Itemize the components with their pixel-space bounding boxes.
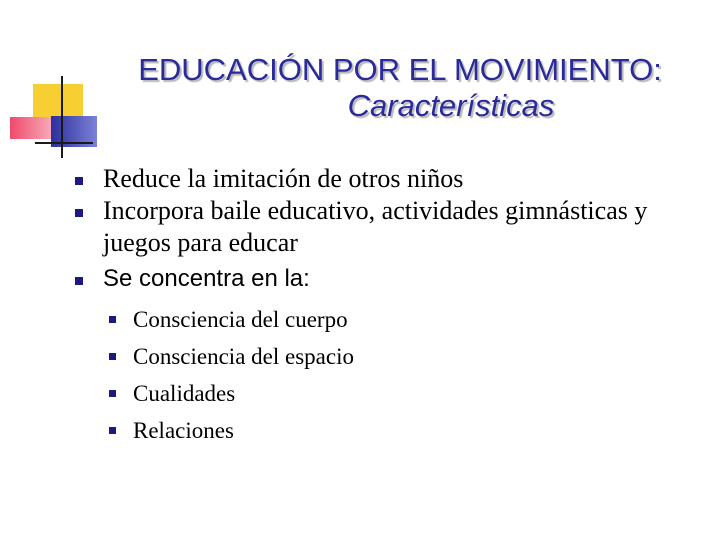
bullet-item bbox=[75, 195, 705, 259]
square-bullet-icon bbox=[75, 277, 83, 285]
bullet-item bbox=[75, 263, 705, 295]
sub-bullet-text: Consciencia del espacio bbox=[133, 344, 354, 369]
sub-bullet-text: Consciencia del cuerpo bbox=[133, 307, 348, 332]
sub-bullet-item bbox=[109, 338, 705, 375]
square-bullet-icon bbox=[109, 316, 116, 323]
square-bullet-icon bbox=[109, 353, 116, 360]
decorative-pink-square bbox=[10, 117, 55, 139]
decorative-vertical-line bbox=[61, 76, 63, 158]
sub-bullet-item bbox=[109, 375, 705, 412]
sub-bullet-item bbox=[109, 412, 705, 449]
sub-bullet-text: Relaciones bbox=[133, 418, 234, 443]
sub-bullet-item bbox=[109, 301, 705, 338]
sub-bullet-text: Cualidades bbox=[133, 381, 236, 406]
square-bullet-icon bbox=[75, 177, 83, 185]
square-bullet-icon bbox=[109, 390, 116, 397]
title-line-1: EDUCACIÓN POR EL MOVIMIENTO: bbox=[138, 52, 662, 87]
bullet-text: Se concentra en la: bbox=[103, 265, 310, 292]
square-bullet-icon bbox=[75, 209, 83, 217]
sub-bullet-list bbox=[75, 301, 705, 449]
bullet-list bbox=[75, 163, 705, 449]
bullet-text: Incorpora baile educativo, actividades gimnásticas y juegos para educar bbox=[103, 196, 648, 257]
title-line-2: Características bbox=[347, 88, 555, 123]
slide-title bbox=[100, 52, 700, 124]
bullet-item bbox=[75, 163, 705, 195]
square-bullet-icon bbox=[109, 427, 116, 434]
decorative-horizontal-line bbox=[35, 142, 93, 144]
bullet-text: Reduce la imitación de otros niños bbox=[103, 164, 464, 193]
